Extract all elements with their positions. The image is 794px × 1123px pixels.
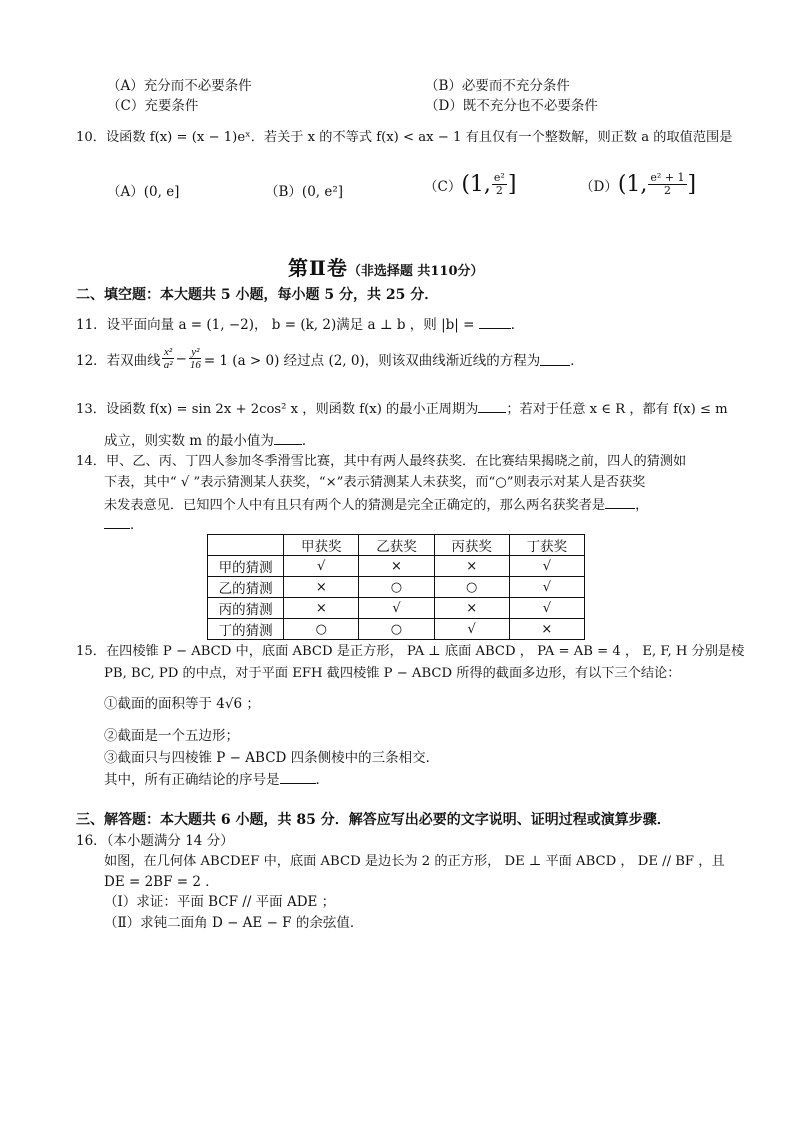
q12: [76, 346, 584, 371]
q16-line2: DE = 2BF = 2 ．: [104, 874, 219, 890]
table-cell: ×: [509, 619, 584, 640]
table-row-label: 丁的猜测: [208, 619, 284, 640]
table-cell: ×: [434, 556, 509, 577]
q15-line1: 15．在四棱锥 P − ABCD 中，底面 ABCD 是正方形， PA ⊥ 底面 ABCD ， PA = AB = 4 ， E, F, H 分别是棱: [76, 644, 745, 659]
q15-line2: PB, BC, PD 的中点，对于平面 EFH 截四棱锥 P − ABCD 所得的截面多边形，有以下三个结论：: [104, 666, 681, 681]
q11-text: 11．设平面向量 a = (1, −2)， b = (k, 2)满足 a ⊥ b ，则 |b| =: [76, 317, 479, 333]
table-row-label: 甲的猜测: [208, 556, 284, 577]
q15-ask-end: ．: [315, 772, 329, 788]
q16-title: 16．（本小题满分 14 分）: [76, 833, 234, 849]
q16-part1: （Ⅰ）求证：平面 BCF // 平面 ADE ；: [104, 894, 336, 910]
q10-option-c-numerator: e²: [493, 171, 505, 184]
q14-answer-blank-2[interactable]: [104, 514, 130, 529]
q10-option-c-right: ]: [507, 171, 517, 197]
q13-line2: [104, 430, 315, 451]
part2-subtitle: （非选择题 共110分）: [347, 264, 484, 279]
q10-option-a-value: (0, e]: [143, 184, 180, 200]
table-row: [208, 556, 585, 577]
table-cell: ○: [434, 577, 509, 598]
section3-heading: 三、解答题：本大题共 6 小题，共 85 分．解答应写出必要的文字说明、证明过程或演算步骤．: [76, 812, 671, 828]
q13-line1-b: ；若对于任意 x ∈ R ，都有 f(x) ≤ m: [506, 402, 728, 417]
q14-line3: [104, 494, 648, 516]
q10-option-b: [265, 180, 343, 200]
table-cell: ○: [284, 619, 359, 640]
table-row: [208, 598, 585, 619]
q15-conclusion-1: ①截面的面积等于 4√6 ；: [104, 696, 260, 712]
q14-line1: 14．甲、乙、丙、丁四人参加冬季滑雪比赛，其中有两人最终获奖．在比赛结果揭晓之前，四人的猜测如: [76, 454, 687, 469]
q10-option-d-left: (1,: [617, 171, 648, 197]
section2-heading: 二、填空题：本大题共 5 小题，每小题 5 分，共 25 分．: [76, 287, 439, 303]
q9-option-b: （B）必要而不充分条件: [425, 78, 570, 94]
q12-text-c: ．: [570, 352, 584, 369]
q13-period-blank[interactable]: [478, 398, 506, 413]
q13-line1: [76, 398, 728, 420]
q12-minus: −: [175, 350, 187, 367]
q9-option-d: （D）既不充分也不必要条件: [425, 98, 598, 114]
q10-option-c-denominator: 2: [495, 184, 503, 197]
table-row-label: 丙的猜测: [208, 598, 284, 619]
q14-line4: [104, 514, 144, 535]
q15-answer-blank[interactable]: [280, 769, 316, 784]
q10-option-a: [107, 180, 179, 200]
q10-option-d: [580, 172, 696, 197]
q15-ask-text: 其中，所有正确结论的序号是: [104, 772, 280, 788]
q11-end: ．: [510, 317, 525, 333]
q9-option-c: （C）充要条件: [107, 98, 199, 114]
table-cell: ×: [284, 598, 359, 619]
q14-line3-end: ，: [635, 498, 649, 513]
q15-conclusion-2: ②截面是一个五边形；: [104, 728, 239, 744]
q13-line1-a: 13．设函数 f(x) = sin 2x + 2cos² x ，则函数 f(x) 的最小正周期为: [76, 402, 479, 417]
table-cell: √: [509, 556, 584, 577]
q12-frac1-num: x²: [164, 346, 173, 358]
q9-option-a: （A）充分而不必要条件: [107, 78, 252, 94]
q14-guess-table: [207, 534, 585, 640]
table-cell: ×: [359, 556, 434, 577]
q10-option-d-fraction: [648, 172, 686, 197]
table-cell: ×: [434, 598, 509, 619]
table-header-cell: [208, 535, 284, 556]
table-cell: ○: [359, 577, 434, 598]
q12-fraction-y: [188, 346, 203, 371]
table-cell: √: [284, 556, 359, 577]
table-cell: √: [509, 598, 584, 619]
q12-answer-blank[interactable]: [540, 351, 570, 366]
q10-option-b-value: (0, e²]: [301, 184, 344, 200]
table-cell: ○: [359, 619, 434, 640]
q10-option-b-label: （B）: [265, 184, 302, 200]
q12-text-b: = 1 (a > 0) 经过点 (2, 0)，则该双曲线渐近线的方程为: [203, 352, 541, 369]
table-cell: √: [434, 619, 509, 640]
q14-line3-text: 未发表意见．已知四个人中有且只有两个人的猜测是完全正确定的，那么两名获奖者是: [104, 498, 606, 513]
q12-frac1-den: a²: [163, 359, 173, 371]
table-header-cell: 丙获奖: [434, 535, 509, 556]
q10-stem: 10．设函数 f(x) = (x − 1)eˣ．若关于 x 的不等式 f(x) < ax − 1 有且仅有一个整数解，则正数 a 的取值范围是: [76, 130, 733, 145]
q15-ask: [104, 769, 329, 790]
table-header-cell: 甲获奖: [284, 535, 359, 556]
q10-option-c: [424, 172, 516, 197]
part2-heading: [288, 252, 484, 281]
table-row: [208, 577, 585, 598]
q10-option-d-denominator: 2: [663, 184, 671, 197]
table-cell: √: [359, 598, 434, 619]
q10-option-a-label: （A）: [107, 184, 144, 200]
q14-line4-end: ．: [130, 517, 144, 533]
table-row-label: 乙的猜测: [208, 577, 284, 598]
table-header-cell: 丁获奖: [509, 535, 584, 556]
q10-option-d-right: ]: [687, 171, 697, 197]
q12-frac2-num: y²: [191, 346, 200, 358]
table-header-row: [208, 535, 585, 556]
q13-line2-a: 成立，则实数 m 的最小值为: [104, 433, 274, 449]
q15-conclusion-3: ③截面只与四棱锥 P − ABCD 四条侧棱中的三条相交．: [104, 750, 440, 766]
q10-option-c-label: （C）: [424, 178, 462, 195]
part2-title: 第Ⅱ卷: [288, 256, 348, 280]
q12-fraction-x: [162, 346, 175, 371]
q16-line1: 如图，在几何体 ABCDEF 中，底面 ABCD 是边长为 2 的正方形， DE ⊥ 平面 ABCD ， DE // BF ，且: [104, 854, 725, 869]
q10-option-d-numerator: e² + 1: [650, 171, 685, 184]
q12-text-a: 12．若双曲线: [76, 352, 161, 369]
q14-line2: 下表，其中“ √ ”表示猜测某人获奖，“×”表示猜测某人未获奖，而“○”则表示对某人是否获奖: [104, 475, 646, 490]
q12-frac2-den: 16: [189, 359, 201, 371]
q16-part2: （Ⅱ）求钝二面角 D − AE − F 的余弦值．: [104, 915, 364, 931]
q10-option-c-left: (1,: [461, 171, 491, 197]
table-cell: ×: [284, 577, 359, 598]
q11-answer-blank[interactable]: [479, 314, 511, 329]
table-header-cell: 乙获奖: [359, 535, 434, 556]
table-cell: √: [509, 577, 584, 598]
q14-answer-blank-1[interactable]: [605, 494, 635, 509]
q13-min-blank[interactable]: [274, 430, 302, 445]
q11: [76, 314, 524, 335]
q10-option-d-label: （D）: [580, 178, 618, 195]
q10-option-c-fraction: [492, 172, 507, 197]
q13-line2-b: ．: [301, 433, 316, 449]
table-row: [208, 619, 585, 640]
